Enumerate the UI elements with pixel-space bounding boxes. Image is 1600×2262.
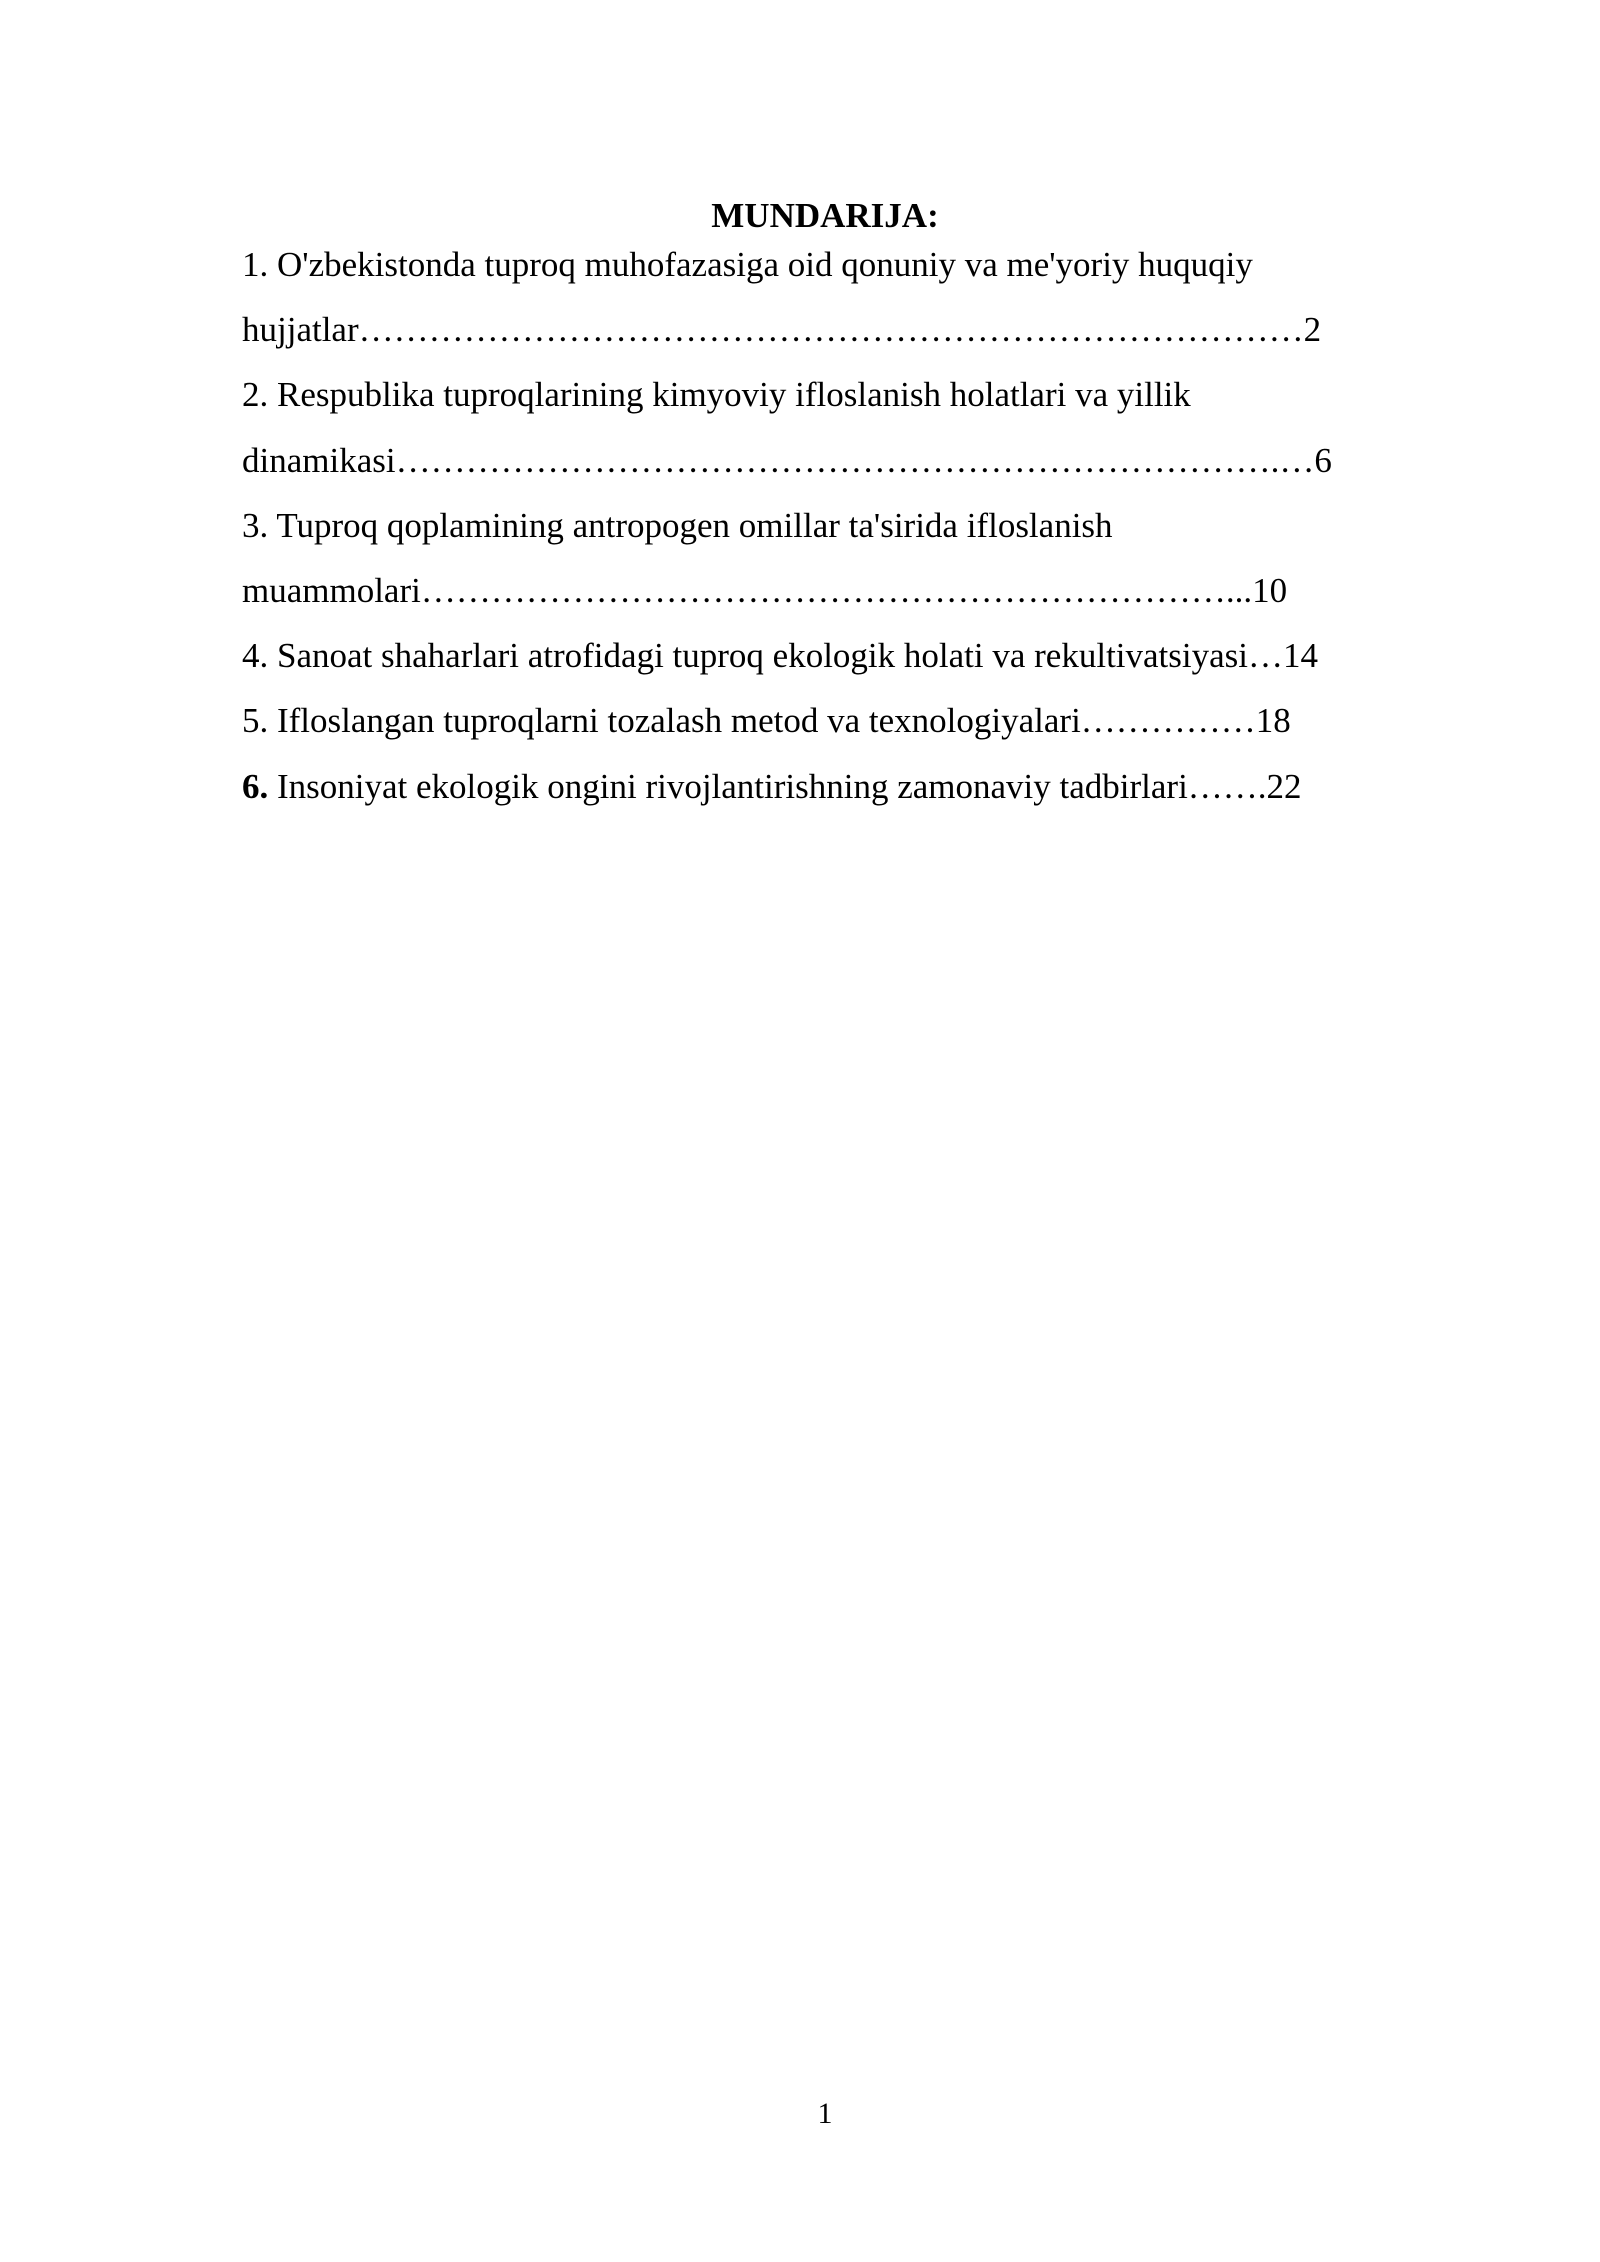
toc-entry-3-line-2: muammolari……………………………………………………………...10 — [242, 570, 1288, 610]
toc-entry-2 — [242, 362, 1402, 492]
page-number: 1 — [817, 2097, 833, 2130]
toc-entry-6-line-1 — [242, 754, 1402, 819]
toc-entry-1-line-2: hujjatlar………………………………………………………………………2 — [242, 310, 1322, 350]
toc-entry-5-line-1: 5. Ifloslangan tuproqlarni tozalash metod va texnologiyalari……………18 — [242, 701, 1291, 741]
toc-entry-3-line-1: 3. Tuproq qoplamining antropogen omillar ta'sirida ifloslanish — [242, 505, 1113, 545]
toc-entry-5 — [242, 688, 1402, 753]
toc-entry-1 — [242, 232, 1402, 362]
toc-entry-4 — [242, 623, 1402, 688]
toc-entry-6 — [242, 754, 1402, 819]
toc-entry-4-line-1: 4. Sanoat shaharlari atrofidagi tuproq ekologik holati va rekultivatsiyasi…14 — [242, 636, 1318, 676]
table-of-contents — [242, 232, 1402, 819]
toc-entry-2-line-2: dinamikasi………………………………………………………………….…6 — [242, 440, 1332, 480]
toc-entry-1-line-1: 1. O'zbekistonda tuproq muhofazasiga oid qonuniy va me'yoriy huquqiy — [242, 245, 1253, 284]
toc-entry-6-number: 6. — [242, 766, 269, 806]
toc-entry-2-line-1: 2. Respublika tuproqlarining kimyoviy ifloslanish holatlari va yillik — [242, 375, 1191, 415]
toc-entry-6-text: Insoniyat ekologik ongini rivojlantirishning zamonaviy tadbirlari…….22 — [268, 766, 1302, 806]
toc-entry-3 — [242, 493, 1402, 623]
toc-title: MUNDARIJA: — [711, 196, 939, 235]
